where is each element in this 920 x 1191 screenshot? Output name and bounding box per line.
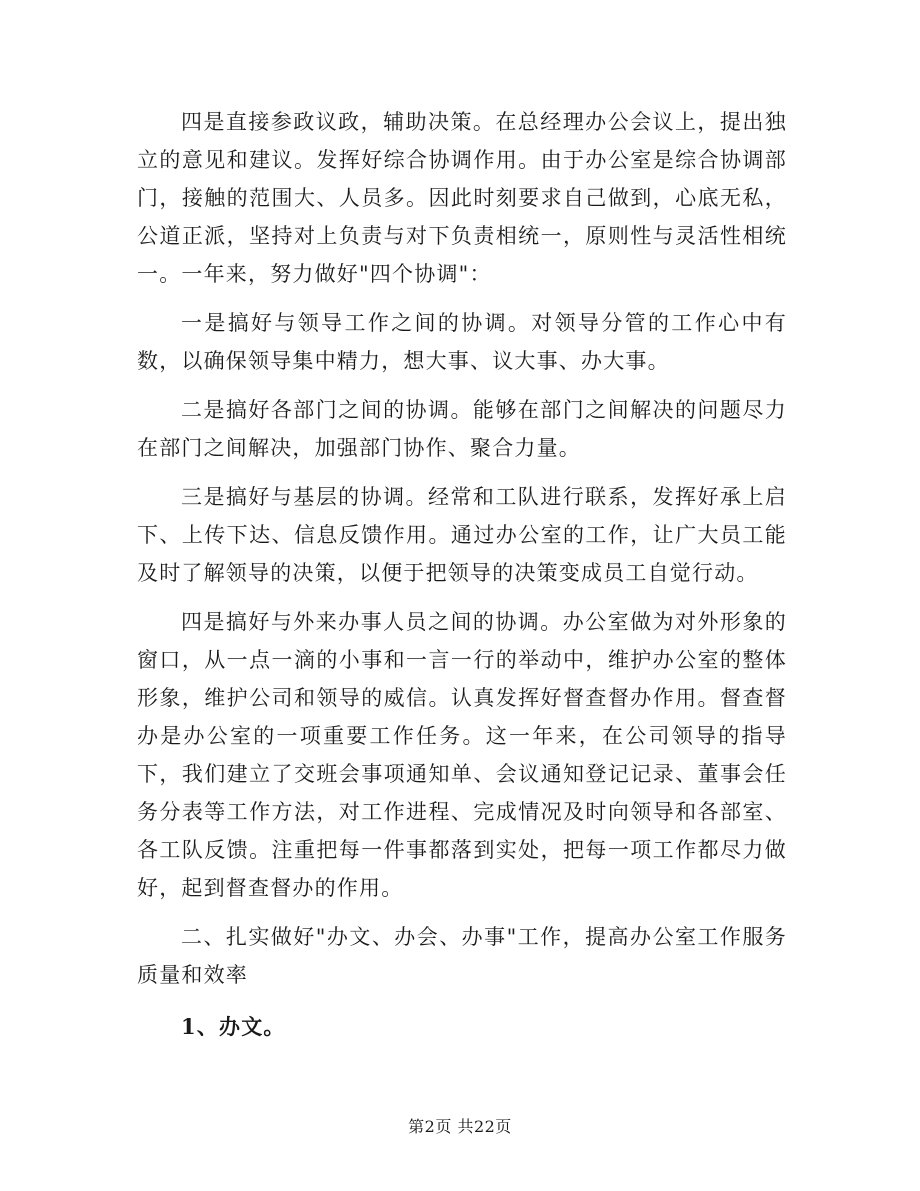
paragraph-section-two-title: 二、扎实做好"办文、办会、办事"工作，提高办公室工作服务质量和效率 (137, 925, 787, 987)
page-number-footer: 第2页 共22页 (408, 1117, 512, 1136)
paragraph-four-direct-participation: 四是直接参政议政，辅助决策。在总经理办公会议上，提出独立的意见和建议。发挥好综合协调作用。由于办公室是综合协调部门，接触的范围大、人员多。因此时刻要求自己做到，心底无私，公道正派，坚持对上负责与对下负责相统一，原则性与灵活性相统一。一年来，努力做好"四个协调"： (137, 110, 787, 286)
paragraph-department-coordination: 二是搞好各部门之间的协调。能够在部门之间解决的问题尽力在部门之间解决，加强部门协作、聚合力量。 (137, 398, 787, 460)
paragraph-grassroots-coordination: 三是搞好与基层的协调。经常和工队进行联系，发挥好承上启下、上传下达、信息反馈作用。通过办公室的工作，让广大员工能及时了解领导的决策，以便于把领导的决策变成员工自觉行动。 (137, 485, 787, 585)
paragraph-external-coordination: 四是搞好与外来办事人员之间的协调。办公室做为对外形象的窗口，从一点一滴的小事和一言一行的举动中，维护办公室的整体形象，维护公司和领导的威信。认真发挥好督查督办作用。督查督办是办公室的一项重要工作任务。这一年来，在公司领导的指导下，我们建立了交班会事项通知单、会议通知登记记录、董事会任务分表等工作方法，对工作进程、完成情况及时向领导和各部室、各工队反馈。注重把每一件事都落到实处，把每一项工作都尽力做好，起到督查督办的作用。 (137, 610, 787, 900)
subheading-document-handling: 1、办文。 (181, 1014, 286, 1039)
document-body (137, 103, 787, 1057)
paragraph-leader-coordination: 一是搞好与领导工作之间的协调。对领导分管的工作心中有数，以确保领导集中精力，想大事、议大事、办大事。 (137, 311, 787, 373)
